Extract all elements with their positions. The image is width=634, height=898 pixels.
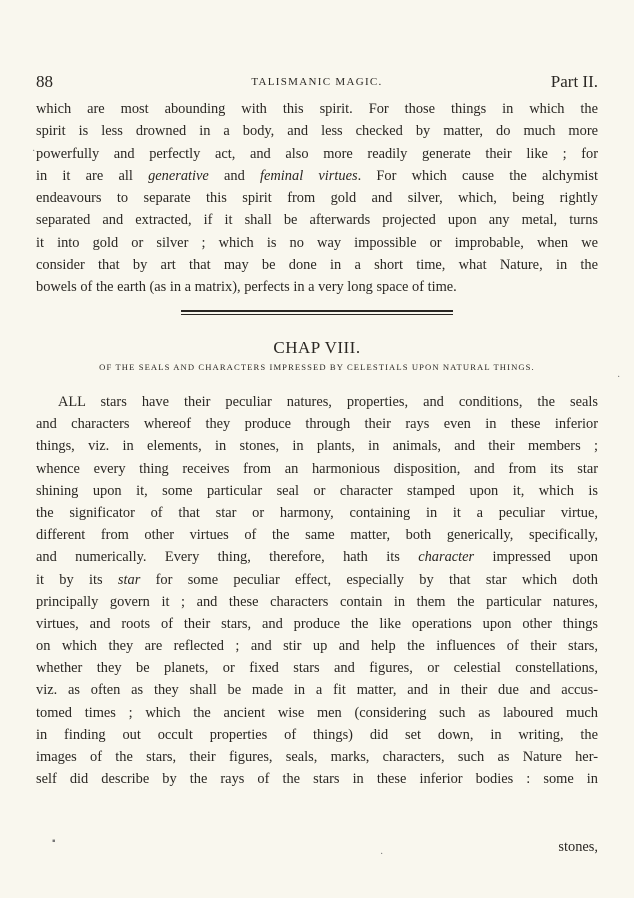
italic-term: generative [148,167,209,184]
text-line: it into gold or silver ; which is no way impossible or improbable, when we [36,234,598,251]
text-line: and numerically. Every thing, therefore, hath its character impressed upon [36,549,599,566]
text-line: ALL stars have their peculiar natures, properties, and conditions, the seals [58,394,598,410]
text-line: things, viz. in elements, in stones, in plants, in animals, and their members ; [36,438,598,455]
text-line: separated and extracted, if it shall be afterwards projected upon any metal, turns [36,212,598,229]
chapter-title: CHAP VIII. [273,338,361,357]
text-line: and characters whereof they produce through their rays even in these inferior [36,416,598,433]
text-line: in it are all generative and feminal virtues. For which cause the alchymist [36,167,598,184]
text-line: endeavours to separate this spirit from gold and silver, which, being rightly [36,190,598,207]
text-line: spirit is less drowned in a body, and less checked by matter, do much more [36,123,598,140]
text-line: shining upon it, some particular seal or character stamped upon it, which is [36,482,598,499]
italic-term: star [117,571,141,588]
italic-term: feminal virtues [260,167,358,184]
text-line: on which they are reflected ; and stir up and help the influences of their stars, [36,638,598,655]
text-line: images of the stars, their figures, seals, marks, characters, such as Nature her- [36,749,598,765]
margin-speck: · [380,849,384,860]
part-label: Part II. [550,72,598,91]
paragraph-alchemy [36,98,598,299]
text-line: tomed times ; which the ancient wise men (considering such as laboured much [36,704,598,721]
text-line: whence every thing receives from an harmonious disposition, and from its star [36,460,598,477]
margin-speck: · [617,372,621,383]
catchword: stones, [558,839,598,855]
text-line: in finding out occult properties of things) did set down, in writing, the [36,726,598,743]
italic-term: character [418,549,475,566]
text-line: consider that by art that may be done in a short time, what Nature, in the [36,257,598,274]
text-line: self did describe by the rays of the stars in these inferior bodies : some in [36,771,598,788]
section-divider [181,310,453,315]
text-line: bowels of the earth (as in a matrix), perfects in a very long space of time. [36,279,457,296]
text-line: which are most abounding with this spirit. For those things in which the [36,101,598,117]
text-line: whether they be planets, or fixed stars and figures, or celestial constellations, [36,660,598,677]
margin-speck: · [32,146,36,157]
running-title: TALISMANIC MAGIC. [251,76,383,88]
page-number: 88 [36,72,53,91]
chapter-subtitle: OF THE SEALS AND CHARACTERS IMPRESSED BY CELESTIALS UPON NATURAL THINGS. [99,362,535,372]
page-header [36,72,598,94]
text-line: virtues, and roots of their stars, and produce the like operations upon other things [36,615,598,632]
margin-speck: ▪ [52,836,56,847]
text-line: principally govern it ; and these characters contain in them the particular natures, [36,593,598,610]
text-line: it by its star for some peculiar effect, especially by that star which doth [36,571,598,588]
paragraph-seals [36,391,598,790]
text-line: powerfully and perfectly act, and also more readily generate their like ; for [36,145,598,162]
text-line: viz. as often as they shall be made in a fit matter, and in their due and accus- [36,682,598,699]
text-line: different from other virtues of the same matter, both generically, specifically, [36,527,598,544]
text-line: the significator of that star or harmony, containing in it a peculiar virtue, [36,504,598,521]
